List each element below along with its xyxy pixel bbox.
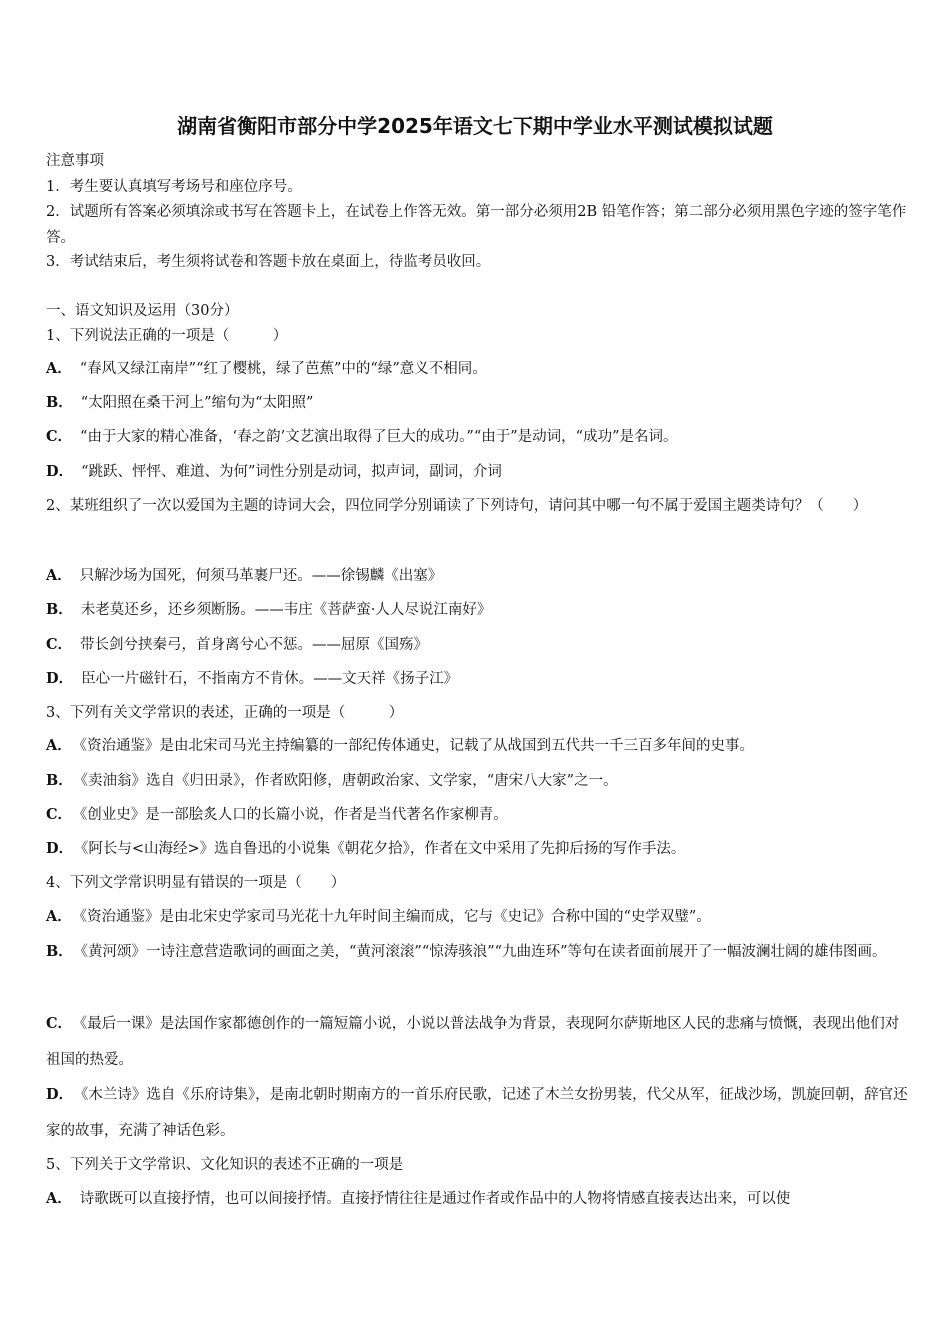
option-text: 未老莫还乡，还乡须断肠。——韦庄《菩萨蛮·人人尽说江南好》 — [80, 602, 492, 618]
option-label: D． — [46, 1086, 74, 1103]
option-label: B． — [46, 601, 73, 618]
option-row — [46, 934, 908, 970]
option-label: A． — [46, 567, 72, 584]
notice-item: 2．试题所有答案必须填涂或书写在答题卡上，在试卷上作答无效。第一部分必须用2B 铅笔作答；第二部分必须用黑色字迹的签字笔作答。 — [46, 204, 907, 246]
option-label: A． — [46, 737, 72, 754]
notice-heading: 注意事项 — [46, 153, 104, 169]
option-row — [46, 600, 908, 620]
option-row — [46, 839, 908, 859]
option-text: “春风又绿江南岸”“红了樱桃，绿了芭蕉”中的“绿”意义不相同。 — [79, 361, 487, 377]
option-text: 《创业史》是一部脍炙人口的长篇小说，作者是当代著名作家柳青。 — [80, 807, 508, 823]
option-text: 《最后一课》是法国作家都德创作的一篇短篇小说，小说以普法战争为背景，表现阿尔萨斯地区人民的悲痛与愤慨，表现出他们对祖国的热爱。 — [46, 1016, 900, 1068]
option-text: 《黄河颂》一诗注意营造歌词的画面之美，“黄河滚滚”“惊涛骇浪”“九曲连环”等句在读者面前展开了一幅波澜壮阔的雄伟图画。 — [80, 944, 887, 960]
option-text: 带长剑兮挟秦弓，首身离兮心不惩。——屈原《国殇》 — [80, 637, 429, 653]
option-text: 《资治通鉴》是由北宋司马光主持编纂的一部纪传体通史，记载了从战国到五代共一千三百多年间的史事。 — [79, 738, 755, 754]
option-label: D． — [46, 670, 74, 687]
question-stem: 1、下列说法正确的一项是（ ） — [46, 328, 288, 344]
option-label: D． — [46, 463, 74, 480]
question-stem: 4、下列文学常识明显有错误的一项是（ ） — [46, 875, 346, 891]
option-text: 臣心一片磁针石，不指南方不肯休。——文天祥《扬子江》 — [81, 671, 459, 687]
option-label: C． — [46, 428, 73, 445]
option-label: B． — [46, 772, 73, 789]
notice-item: 3．考试结束后，考生须将试卷和答题卡放在桌面上，待监考员收回。 — [46, 254, 491, 270]
option-text: 诗歌既可以直接抒情，也可以间接抒情。直接抒情往往是通过作者或作品中的人物将情感直接表达出来，可以使 — [79, 1191, 791, 1207]
option-label: A． — [46, 1190, 72, 1207]
notice-item: 1．考生要认真填写考场号和座位序号。 — [46, 179, 302, 195]
page-title: 湖南省衡阳市部分中学2025年语文七下期中学业水平测试模拟试题 — [177, 114, 773, 138]
option-row — [46, 427, 908, 447]
option-label: C． — [46, 806, 73, 823]
option-row — [46, 393, 908, 413]
option-row — [46, 359, 908, 379]
option-text: 只解沙场为国死，何须马革裹尸还。——徐锡麟《出塞》 — [79, 568, 443, 584]
question-stem: 3、下列有关文学常识的表述，正确的一项是（ ） — [46, 705, 404, 721]
option-row — [46, 635, 908, 655]
option-row — [46, 1077, 908, 1149]
option-row — [46, 805, 908, 825]
option-text: 《阿长与<山海经>》选自鲁迅的小说集《朝花夕拾》，作者在文中采用了先抑后扬的写作手法。 — [81, 841, 686, 857]
option-text: “跳跃、怦怦、难道、为何”词性分别是动词，拟声词，副词，介词 — [81, 464, 502, 480]
option-row — [46, 462, 908, 482]
option-label: B． — [46, 943, 73, 960]
option-label: B． — [46, 394, 73, 411]
section-heading: 一、语文知识及运用（30分） — [46, 303, 239, 319]
option-text: “太阳照在桑干河上”缩句为“太阳照” — [80, 395, 314, 411]
option-text: 《资治通鉴》是由北宋史学家司马光花十九年时间主编而成，它与《史记》合称中国的“史学双璧”。 — [79, 909, 711, 925]
option-row — [46, 1189, 908, 1209]
option-text: “由于大家的精心准备，‘春之韵’文艺演出取得了巨大的成功。”“由于”是动词，“成功”是名词。 — [80, 429, 678, 445]
option-text: 《卖油翁》选自《归田录》，作者欧阳修，唐朝政治家、文学家，“唐宋八大家”之一。 — [80, 773, 618, 789]
option-label: A． — [46, 908, 72, 925]
option-label: A． — [46, 360, 72, 377]
question-stem: 5、下列关于文学常识、文化知识的表述不正确的一项是 — [46, 1157, 404, 1173]
option-row — [46, 669, 908, 689]
question-stem: 2、某班组织了一次以爱国为主题的诗词大会，四位同学分别诵读了下列诗句，请问其中哪一句不属于爱国主题类诗句？（ ） — [46, 498, 868, 514]
option-row — [46, 736, 908, 756]
option-label: D． — [46, 840, 74, 857]
option-row — [46, 566, 908, 586]
option-row — [46, 907, 908, 927]
option-row — [46, 771, 908, 791]
option-label: C． — [46, 1015, 73, 1032]
option-text: 《木兰诗》选自《乐府诗集》，是南北朝时期南方的一首乐府民歌，记述了木兰女扮男装，代父从军，征战沙场，凯旋回朝，辞官还家的故事，充满了神话色彩。 — [46, 1087, 908, 1139]
option-label: C． — [46, 636, 73, 653]
option-row — [46, 1006, 908, 1078]
